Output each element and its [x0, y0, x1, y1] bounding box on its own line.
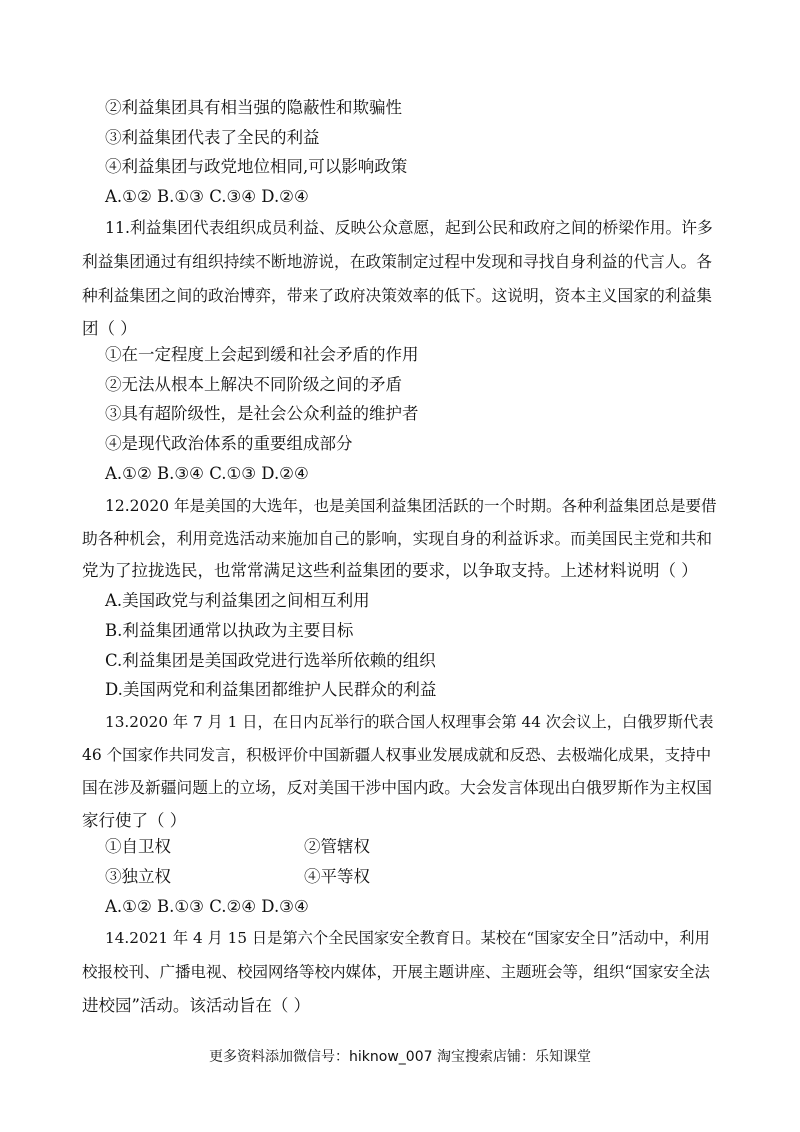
q11-answer-choices: A.①② B.③④ C.①③ D.②④: [105, 464, 309, 483]
q14-stem-line-3: 进校园”活动。该活动旨在（ ）: [82, 996, 311, 1015]
q13-option-2: ②管辖权: [304, 837, 370, 856]
q11-option-1: ①在一定程度上会起到缓和社会矛盾的作用: [105, 345, 419, 364]
q12-stem-line-2: 助各种机会，利用竞选活动来施加自己的影响，实现自身的利益诉求。而美国民主党和共和: [82, 529, 712, 548]
q13-stem-line-3: 国在涉及新疆问题上的立场，反对美国干涉中国内政。大会发言体现出白俄罗斯作为主权国: [82, 778, 712, 797]
q10-answer-choices: A.①② B.①③ C.③④ D.②④: [105, 187, 309, 206]
q11-option-3: ③具有超阶级性，是社会公众利益的维护者: [105, 404, 419, 423]
q12-stem-line-1: 12.2020 年是美国的大选年，也是美国利益集团活跃的一个时期。各种利益集团总是要借: [105, 497, 717, 515]
q12-option-c: C.利益集团是美国政党进行选举所依赖的组织: [105, 651, 436, 670]
q14-stem-line-1: 14.2021 年 4 月 15 日是第六个全民国家安全教育日。某校在“国家安全日”活动中，利用: [105, 929, 710, 947]
q12-option-b: B.利益集团通常以执政为主要目标: [105, 621, 354, 640]
q13-stem-line-4: 家行使了（ ）: [82, 811, 187, 830]
q10-option-4: ④利益集团与政党地位相同,可以影响政策: [105, 157, 408, 176]
q11-stem-line-1: 11.利益集团代表组织成员利益、反映公众意愿，起到公民和政府之间的桥梁作用。许多: [105, 218, 713, 237]
q13-option-3: ③独立权: [105, 867, 171, 886]
q10-option-3: ③利益集团代表了全民的利益: [105, 128, 320, 147]
q13-option-4: ④平等权: [304, 867, 370, 886]
q13-stem-line-2: 46 个国家作共同发言，积极评价中国新疆人权事业发展成就和反恐、去极端化成果，支持中: [82, 746, 712, 764]
q11-stem-line-2: 利益集团通过有组织持续不断地游说，在政策制定过程中发现和寻找自身利益的代言人。各: [82, 252, 712, 271]
q11-option-4: ④是现代政治体系的重要组成部分: [105, 434, 353, 453]
q13-stem-line-1: 13.2020 年 7 月 1 日，在日内瓦举行的联合国人权理事会第 44 次会议上，白俄罗斯代表: [105, 713, 714, 731]
q10-option-2: ②利益集团具有相当强的隐蔽性和欺骗性: [105, 98, 402, 117]
q13-answer-choices: A.①② B.①③ C.②④ D.③④: [105, 897, 309, 916]
q13-option-1: ①自卫权: [105, 837, 171, 856]
q12-option-d: D.美国两党和利益集团都维护人民群众的利益: [105, 680, 437, 699]
page-footer: 更多资料添加微信号：hiknow_007 淘宝搜索店铺：乐知课堂: [209, 1049, 591, 1065]
q11-stem-line-4: 团（ ）: [82, 319, 137, 338]
q11-stem-line-3: 种利益集团之间的政治博弈，带来了政府决策效率的低下。这说明，资本主义国家的利益集: [82, 286, 712, 305]
q14-stem-line-2: 校报校刊、广播电视、校园网络等校内媒体，开展主题讲座、主题班会等，组织“国家安全法: [82, 963, 710, 981]
q12-option-a: A.美国政党与利益集团之间相互利用: [105, 591, 370, 610]
q12-stem-line-3: 党为了拉拢选民，也常常满足这些利益集团的要求，以争取支持。上述材料说明（ ）: [82, 561, 698, 580]
q11-option-2: ②无法从根本上解决不同阶级之间的矛盾: [105, 375, 402, 394]
